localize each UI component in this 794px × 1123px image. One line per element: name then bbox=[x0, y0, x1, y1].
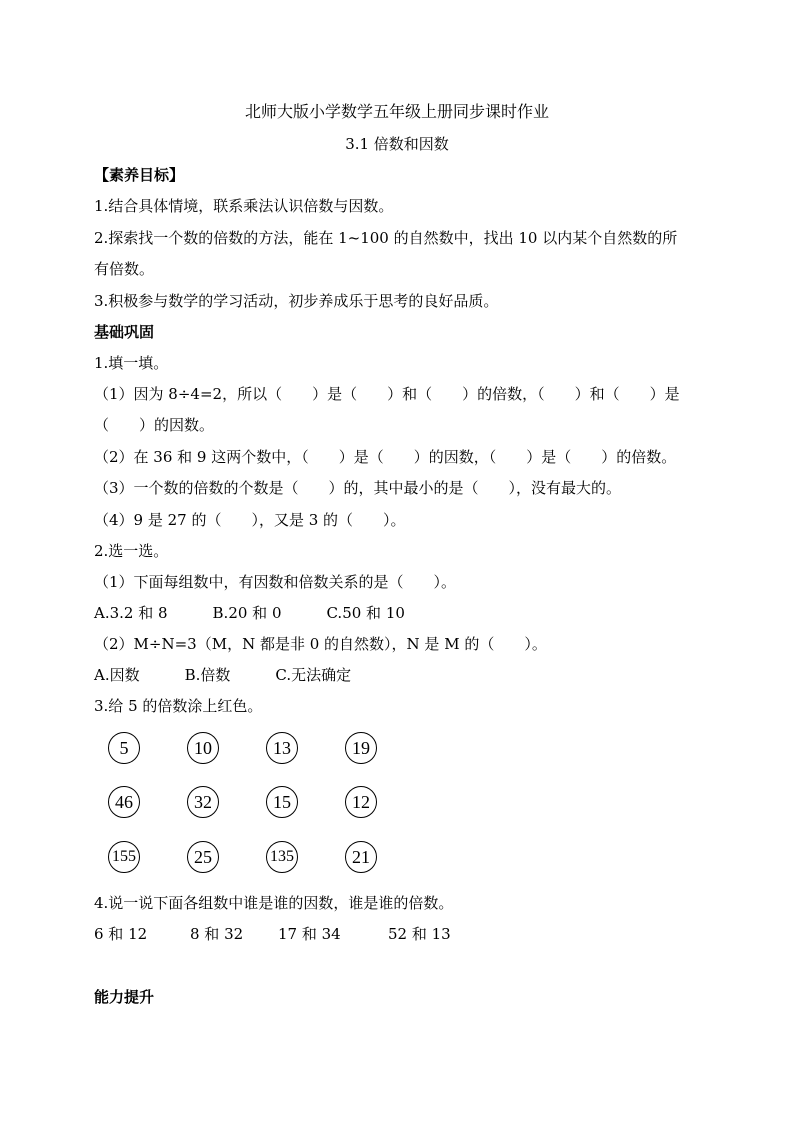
number-circles bbox=[94, 728, 414, 888]
number-circle[interactable]: 5 bbox=[108, 732, 140, 764]
goal-item: 2.探索找一个数的倍数的方法，能在 1~100 的自然数中，找出 10 以内某个自然数的所 bbox=[94, 229, 678, 247]
q2-title: 2.选一选。 bbox=[94, 542, 169, 560]
number-circle[interactable]: 13 bbox=[266, 732, 298, 764]
number-circle[interactable]: 25 bbox=[187, 841, 219, 873]
q1-line: （2）在 36 和 9 这两个数中，（ ）是（ ）的因数，（ ）是（ ）的倍数。 bbox=[94, 448, 677, 466]
q4-pairs bbox=[94, 924, 451, 944]
q1-title: 1.填一填。 bbox=[94, 354, 169, 372]
goal-item: 3.积极参与数学的学习活动，初步养成乐于思考的良好品质。 bbox=[94, 292, 499, 310]
advanced-heading: 能力提升 bbox=[94, 988, 155, 1006]
number-circle[interactable]: 135 bbox=[266, 841, 298, 873]
number-circle[interactable]: 46 bbox=[108, 786, 140, 818]
number-circle[interactable]: 32 bbox=[187, 786, 219, 818]
goal-item-continued: 有倍数。 bbox=[94, 260, 155, 278]
q1-line: （ ）的因数。 bbox=[94, 416, 215, 434]
q2-options: A.3.2 和 8 B.20 和 0 C.50 和 10 bbox=[94, 604, 405, 622]
number-pair: 6 和 12 bbox=[94, 925, 148, 943]
number-circle[interactable]: 155 bbox=[108, 841, 140, 873]
q2-options: A.因数 B.倍数 C.无法确定 bbox=[94, 666, 352, 684]
q3-title: 3.给 5 的倍数涂上红色。 bbox=[94, 697, 263, 715]
basic-heading: 基础巩固 bbox=[94, 323, 155, 341]
number-circle[interactable]: 10 bbox=[187, 732, 219, 764]
q2-line: （2）M÷N=3（M，N 都是非 0 的自然数），N 是 M 的（ ）。 bbox=[94, 635, 547, 653]
number-circle[interactable]: 21 bbox=[345, 841, 377, 873]
q4-title: 4.说一说下面各组数中谁是谁的因数，谁是谁的倍数。 bbox=[94, 894, 454, 912]
number-circle[interactable]: 15 bbox=[266, 786, 298, 818]
number-pair: 8 和 32 bbox=[190, 925, 244, 943]
q1-line: （1）因为 8÷4=2，所以（ ）是（ ）和（ ）的倍数，（ ）和（ ）是 bbox=[94, 385, 680, 403]
number-circle[interactable]: 19 bbox=[345, 732, 377, 764]
goal-item: 1.结合具体情境，联系乘法认识倍数与因数。 bbox=[94, 197, 394, 215]
goals-heading: 【素养目标】 bbox=[94, 166, 185, 184]
page-subtitle: 3.1 倍数和因数 bbox=[345, 135, 449, 153]
q2-line: （1）下面每组数中，有因数和倍数关系的是（ ）。 bbox=[94, 573, 457, 591]
q1-line: （4）9 是 27 的（ ），又是 3 的（ ）。 bbox=[94, 511, 406, 529]
number-pair: 17 和 34 bbox=[278, 925, 341, 943]
number-pair: 52 和 13 bbox=[388, 925, 451, 943]
q1-line: （3）一个数的倍数的个数是（ ）的，其中最小的是（ ），没有最大的。 bbox=[94, 479, 622, 497]
page-title: 北师大版小学数学五年级上册同步课时作业 bbox=[244, 102, 549, 121]
number-circle[interactable]: 12 bbox=[345, 786, 377, 818]
